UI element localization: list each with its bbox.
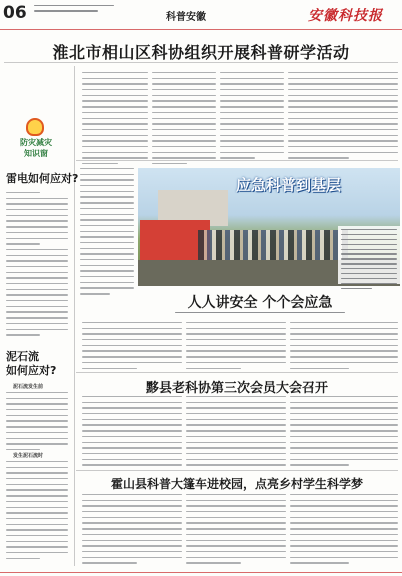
page-masthead	[0, 0, 402, 30]
feature-column-2	[186, 322, 286, 373]
feature-headline: 人人讲安全 个个会应急	[187, 295, 333, 311]
banner-line-2: 知识窗	[24, 149, 48, 158]
caravan-headline: 霍山县科普大篷车进校园，点亮乡村学生科学梦	[110, 477, 363, 491]
caravan-column-1	[82, 494, 182, 568]
photo-feature-side-text	[80, 168, 134, 299]
debris-flow-subhead-during: 发生泥石流时	[13, 453, 44, 459]
newspaper-logo: 安徽科技报	[308, 8, 383, 24]
divider	[76, 470, 398, 471]
issue-info-placeholder	[34, 5, 134, 12]
debris-flow-subhead-before: 泥石流发生前	[13, 384, 44, 390]
feature-column-1	[82, 322, 182, 373]
feature-column-3	[290, 322, 398, 373]
lead-headline: 淮北市相山区科协组织开展科普研学活动	[52, 43, 350, 62]
feature-subheadline-placeholder	[118, 308, 402, 313]
lightning-article-body	[6, 192, 68, 340]
congress-column-1	[82, 396, 182, 476]
debris-flow-body-before	[6, 392, 68, 455]
lead-article-column-2	[152, 72, 216, 169]
congress-headline: 黟县老科协第三次会员大会召开	[145, 381, 328, 396]
caravan-column-2	[186, 494, 286, 568]
section-name: 科普安徽	[166, 12, 206, 23]
divider	[76, 372, 398, 373]
sidebar-divider	[74, 66, 75, 566]
debris-flow-headline-line-2: 如何应对?	[6, 364, 57, 377]
divider	[76, 160, 398, 161]
lead-article-column-3	[220, 72, 284, 163]
photo-caption	[338, 226, 400, 284]
shield-icon	[26, 118, 44, 136]
photo-crowd	[198, 230, 348, 260]
debris-flow-headline-line-1: 泥石流	[6, 350, 39, 363]
footer-rule	[0, 572, 402, 573]
congress-column-2	[186, 396, 286, 476]
lightning-headline: 雷电如何应对?	[6, 172, 79, 185]
photo-feature-title: 应急科普到基层	[236, 176, 342, 194]
disaster-knowledge-banner	[4, 118, 68, 158]
congress-column-3	[290, 396, 398, 470]
banner-line-1: 防灾减灾	[20, 138, 52, 147]
debris-flow-body-during	[6, 461, 68, 563]
lead-article-column-4	[288, 72, 398, 163]
caravan-column-3	[290, 494, 398, 568]
divider	[4, 62, 398, 63]
page-number: 06	[3, 3, 27, 23]
lead-article-column-1	[82, 72, 148, 169]
